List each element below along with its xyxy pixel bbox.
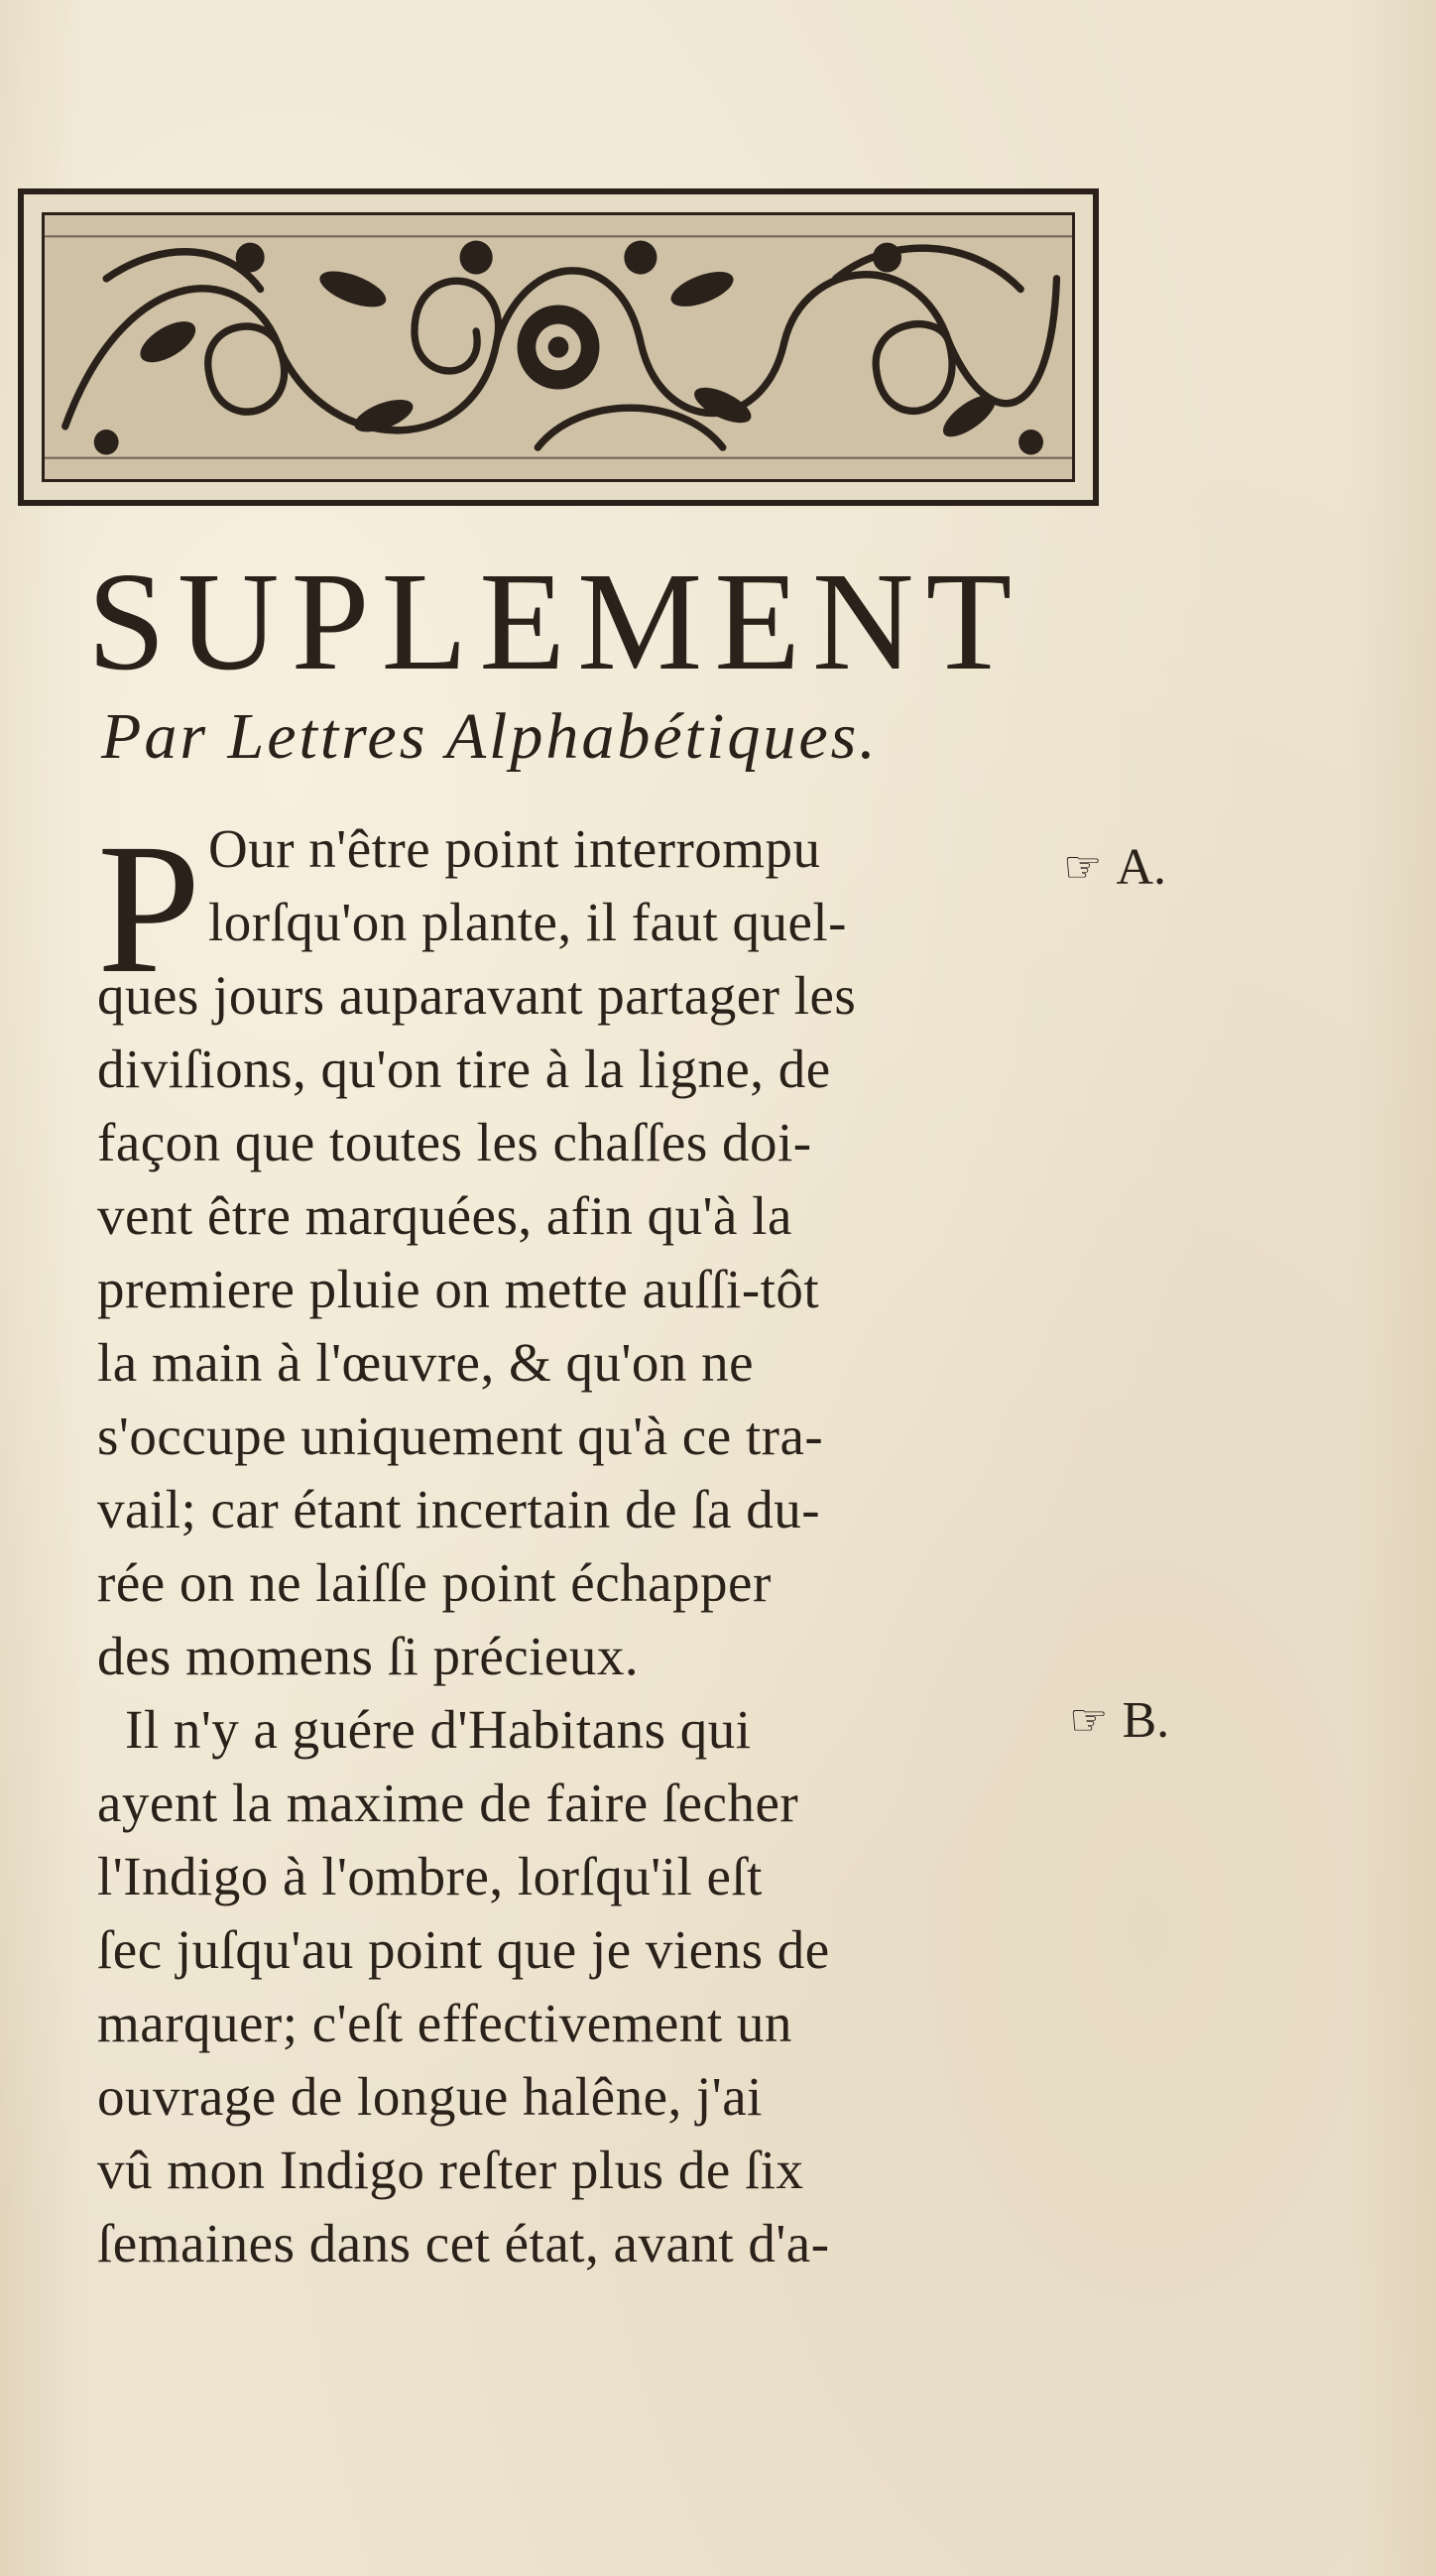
text-line: s'occupe uniquement qu'à ce tra-	[97, 1406, 824, 1466]
pointing-hand-icon: ☞	[1063, 843, 1103, 893]
margin-note-b	[1069, 1691, 1170, 1750]
floral-scroll-ornament-icon	[42, 212, 1075, 482]
page-subtitle: Par Lettres Alphabétiques.	[101, 700, 879, 773]
text-line: marquer; c'eſt effectivement un	[97, 1993, 792, 2053]
text-line: vail; car étant incertain de ſa du-	[97, 1479, 821, 1539]
text-line: ſec juſqu'au point que je viens de	[97, 1919, 830, 1980]
text-line: la main à l'œuvre, & qu'on ne	[97, 1332, 755, 1393]
text-line: ouvrage de longue halêne, j'ai	[97, 2066, 763, 2127]
text-line: Il n'y a guére d'Habitans qui	[125, 1699, 752, 1760]
pointing-hand-icon: ☞	[1069, 1696, 1109, 1746]
text-line: lorſqu'on plante, il faut quel-	[208, 892, 847, 952]
text-line: premiere pluie on mette auſſi-tôt	[97, 1259, 820, 1319]
text-line: l'Indigo à l'ombre, lorſqu'il eſt	[97, 1846, 763, 1906]
header-ornament	[18, 188, 1099, 506]
text-line: rée on ne laiſſe point échapper	[97, 1552, 772, 1613]
text-line: ques jours auparavant partager les	[97, 965, 857, 1026]
page-title: SUPLEMENT	[87, 543, 1024, 699]
text-line: ſemaines dans cet état, avant d'a-	[97, 2213, 830, 2273]
text-line: des momens ſi précieux.	[97, 1626, 640, 1686]
text-line: diviſions, qu'on tire à la ligne, de	[97, 1039, 831, 1099]
drop-cap: P	[97, 804, 201, 1012]
ornament-drawing	[45, 215, 1072, 479]
margin-note-letter: B.	[1122, 1692, 1170, 1750]
text-line: vent être marquées, afin qu'à la	[97, 1185, 792, 1246]
margin-note-letter: A.	[1116, 839, 1167, 897]
margin-note-a	[1063, 838, 1167, 897]
text-line: vû mon Indigo reſter plus de ſix	[97, 2140, 804, 2200]
text-line: Our n'être point interrompu	[208, 818, 821, 879]
text-line: façon que toutes les chaſſes doi-	[97, 1112, 812, 1172]
text-line: ayent la maxime de faire ſecher	[97, 1773, 799, 1833]
